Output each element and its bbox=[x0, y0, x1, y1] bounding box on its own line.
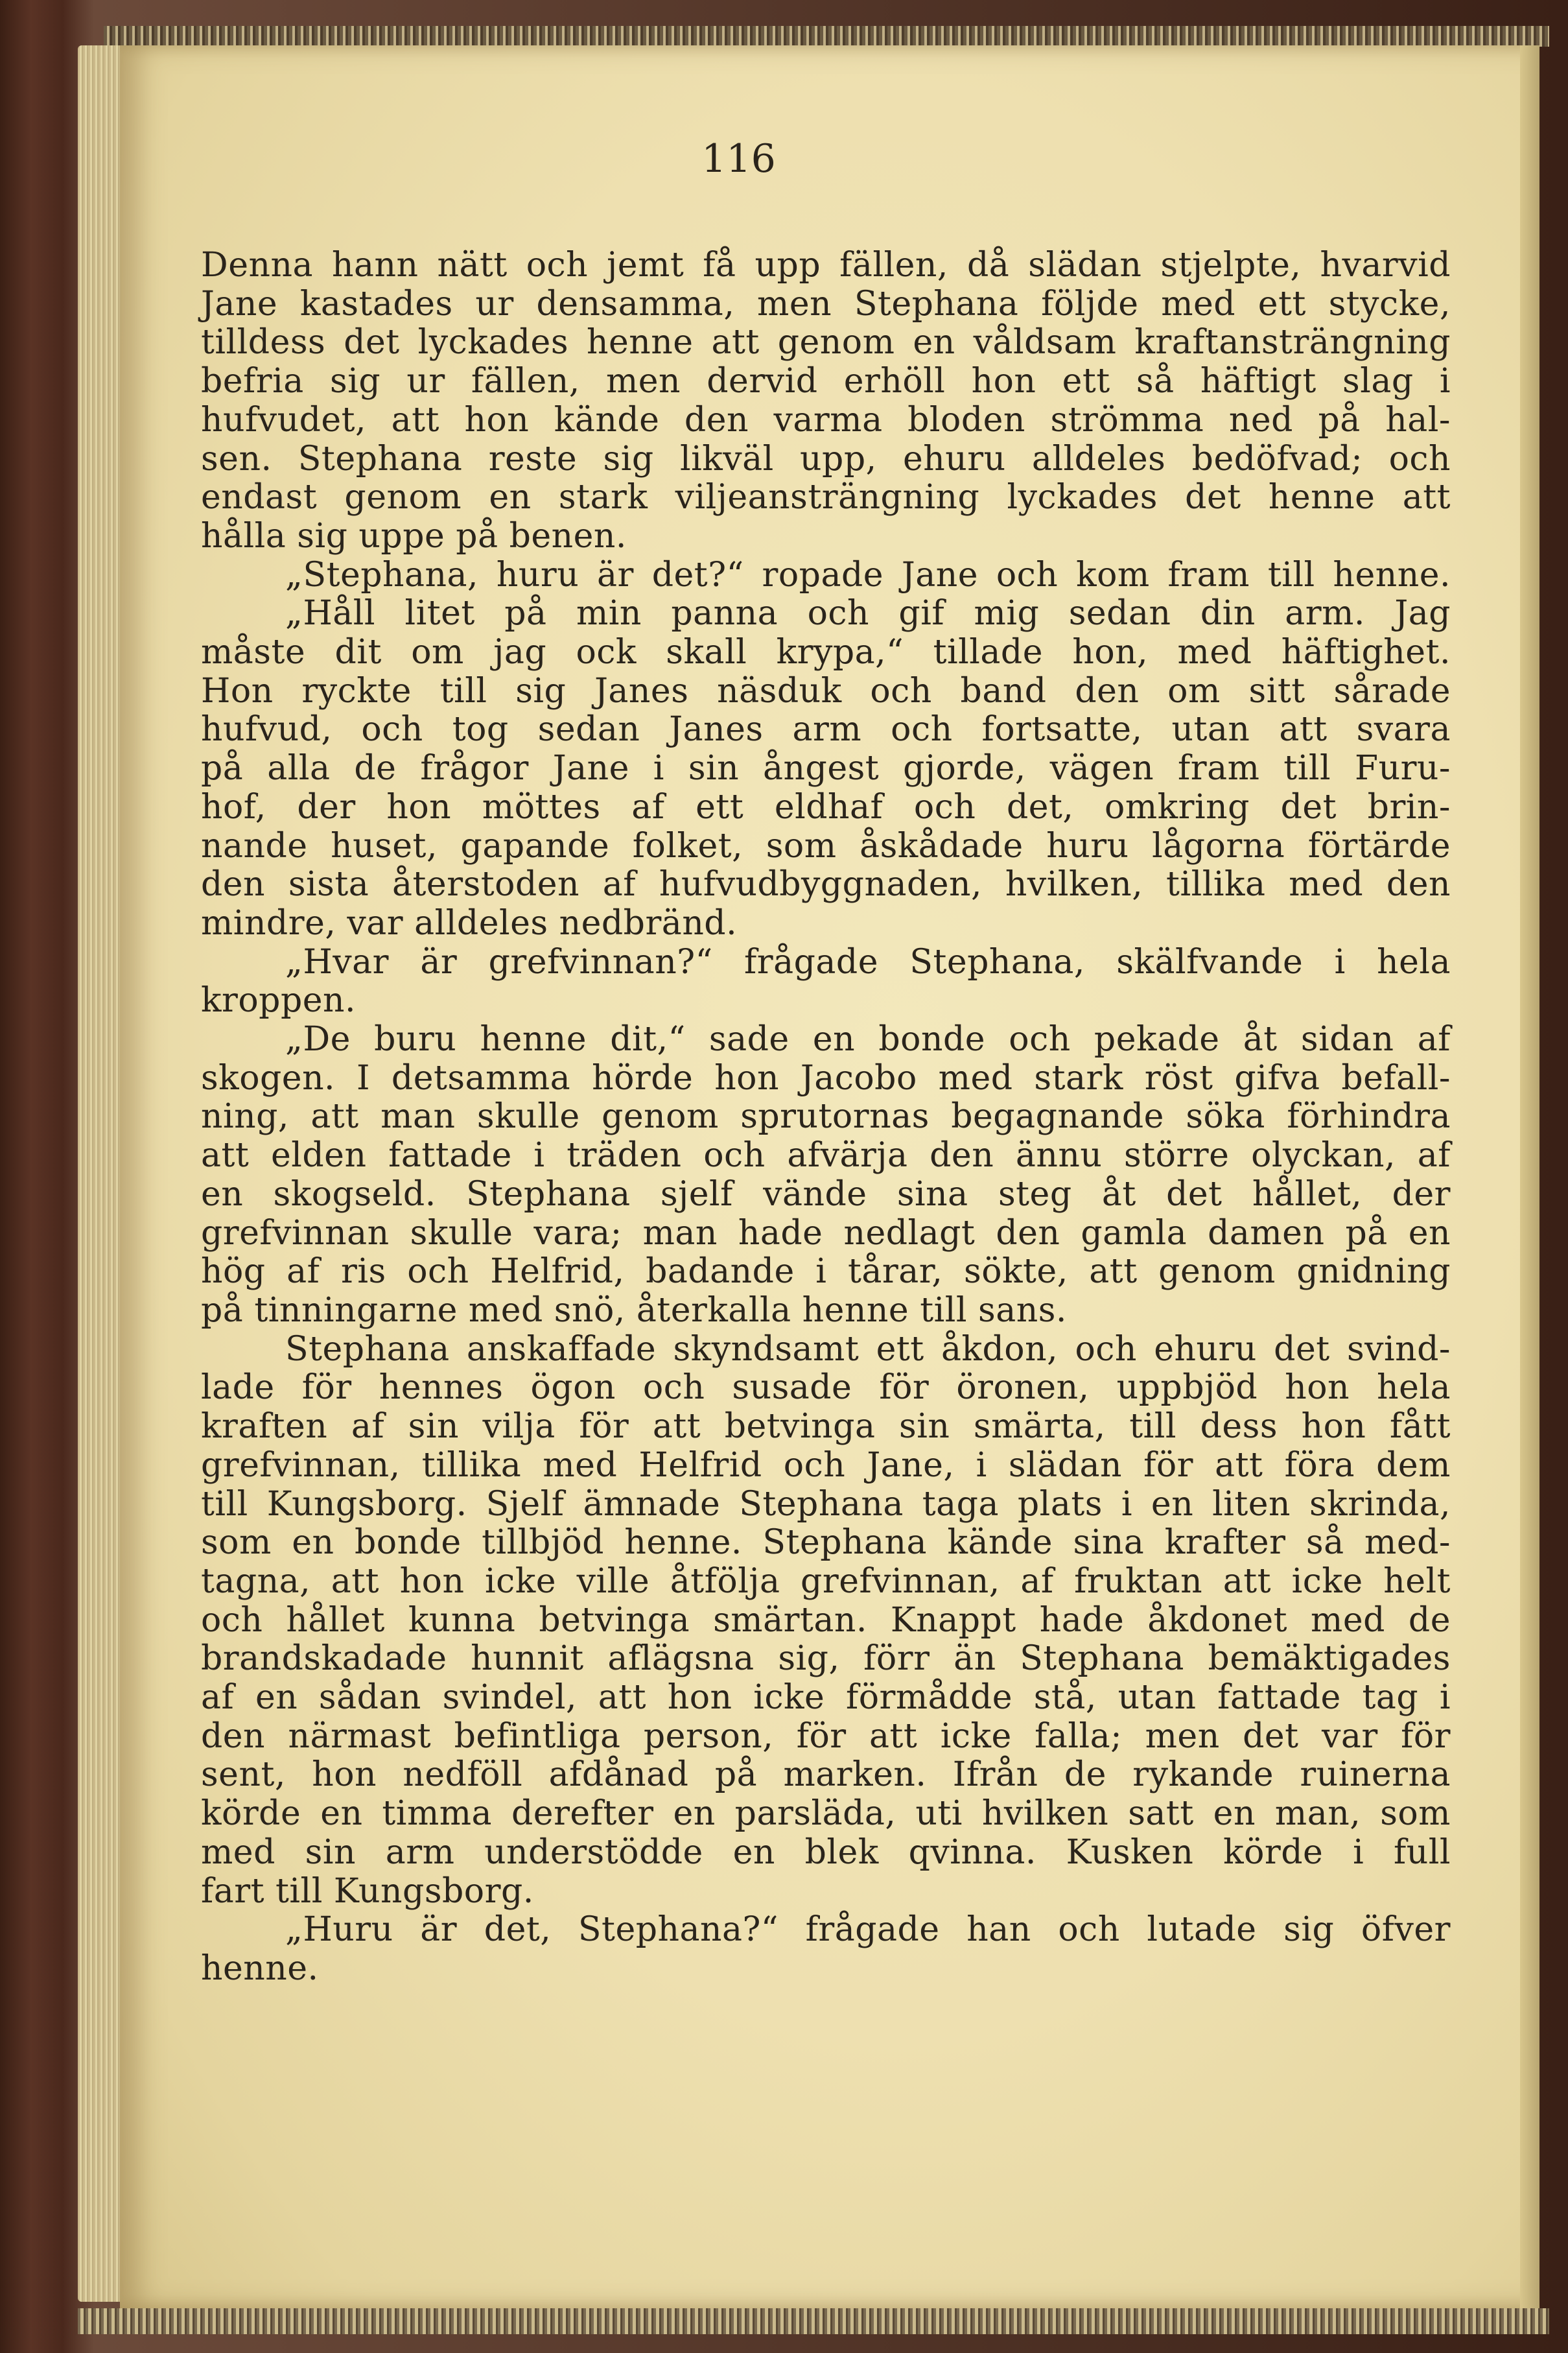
text-line: den sista återstoden af hufvudbyggnaden, hvilken, tillika med den bbox=[201, 865, 1451, 905]
text-line: Denna hann nätt och jemt få upp fällen, då slädan stjelpte, hvarvid bbox=[201, 246, 1451, 285]
text-line: hof, der hon möttes af ett eldhaf och det, omkring det brin- bbox=[201, 787, 1451, 827]
text-line: tilldess det lyckades henne att genom en våldsam kraftansträngning bbox=[201, 323, 1451, 362]
text-line: kroppen. bbox=[201, 981, 357, 1021]
text-line: hög af ris och Helfrid, badande i tårar, sökte, att genom gnidning bbox=[201, 1252, 1451, 1292]
text-line: grefvinnan, tillika med Helfrid och Jane, i slädan för att föra dem bbox=[201, 1445, 1451, 1485]
page-stack-left bbox=[78, 45, 123, 2302]
text-line: Stephana anskaffade skyndsamt ett åkdon, och ehuru det svind- bbox=[285, 1329, 1451, 1369]
text-line: endast genom en stark viljeansträngning lyckades det henne att bbox=[201, 478, 1451, 517]
text-line: på alla de frågor Jane i sin ångest gjorde, vägen fram till Furu- bbox=[201, 749, 1451, 788]
text-line: „De buru henne dit,“ sade en bonde och pekade åt sidan af bbox=[285, 1020, 1451, 1059]
text-line: att elden fattade i träden och afvärja den ännu större olyckan, af bbox=[201, 1136, 1451, 1176]
page-edges-bottom bbox=[78, 2308, 1549, 2334]
text-line: af en sådan svindel, att hon icke förmådde stå, utan fattade tag i bbox=[201, 1678, 1451, 1718]
text-line: hufvud, och tog sedan Janes arm och fortsatte, utan att svara bbox=[201, 710, 1451, 750]
text-line: och hållet kunna betvinga smärtan. Knappt hade åkdonet med de bbox=[201, 1600, 1451, 1640]
text-line: måste dit om jag ock skall krypa,“ tillade hon, med häftighet. bbox=[201, 633, 1451, 672]
text-line: „Stephana, huru är det?“ ropade Jane och kom fram till henne. bbox=[285, 555, 1451, 595]
body-text bbox=[201, 246, 1451, 1989]
text-line: en skogseld. Stephana sjelf vände sina steg åt det hållet, der bbox=[201, 1174, 1451, 1214]
page-gutter bbox=[1520, 45, 1539, 2308]
text-line: „Huru är det, Stephana?“ frågade han och lutade sig öfver bbox=[285, 1910, 1451, 1950]
text-line: „Håll litet på min panna och gif mig sedan din arm. Jag bbox=[285, 594, 1451, 633]
text-line: grefvinnan skulle vara; man hade nedlagt den gamla damen på en bbox=[201, 1213, 1451, 1253]
text-line: mindre, var alldeles nedbränd. bbox=[201, 903, 738, 943]
text-line: tagna, att hon icke ville åtfölja grefvinnan, af fruktan att icke helt bbox=[201, 1561, 1451, 1601]
text-line: till Kungsborg. Sjelf ämnade Stephana taga plats i en liten skrinda, bbox=[201, 1484, 1451, 1524]
text-line: på tinningarne med snö, återkalla henne till sans. bbox=[201, 1290, 1067, 1330]
text-line: befria sig ur fällen, men dervid erhöll hon ett så häftigt slag i bbox=[201, 362, 1451, 401]
text-line: Jane kastades ur densamma, men Stephana följde med ett stycke, bbox=[201, 284, 1451, 324]
text-line: körde en timma derefter en parsläda, uti hvilken satt en man, som bbox=[201, 1794, 1451, 1834]
text-line: Hon ryckte till sig Janes näsduk och band den om sitt sårade bbox=[201, 671, 1451, 711]
text-line: henne. bbox=[201, 1948, 319, 1988]
text-line: den närmast befintliga person, för att icke falla; men det var för bbox=[201, 1716, 1451, 1756]
text-line: fart till Kungsborg. bbox=[201, 1871, 534, 1911]
text-line: lade för hennes ögon och susade för öronen, uppbjöd hon hela bbox=[201, 1368, 1451, 1408]
text-line: sen. Stephana reste sig likväl upp, ehuru alldeles bedöfvad; och bbox=[201, 439, 1451, 479]
text-line: kraften af sin vilja för att betvinga sin smärta, till dess hon fått bbox=[201, 1407, 1451, 1447]
text-line: som en bonde tillbjöd henne. Stephana kände sina krafter så med- bbox=[201, 1523, 1451, 1563]
text-line: sent, hon nedföll afdånad på marken. Ifrån de rykande ruinerna bbox=[201, 1755, 1451, 1795]
page-number: 116 bbox=[701, 136, 776, 182]
page-edges-top bbox=[104, 26, 1549, 47]
text-line: med sin arm understödde en blek qvinna. Kusken körde i full bbox=[201, 1832, 1451, 1872]
text-line: nande huset, gapande folket, som åskådade huru lågorna förtärde bbox=[201, 826, 1451, 866]
text-line: brandskadade hunnit aflägsna sig, förr än Stephana bemäktigades bbox=[201, 1639, 1451, 1679]
text-line: hålla sig uppe på benen. bbox=[201, 516, 627, 556]
text-line: „Hvar är grefvinnan?“ frågade Stephana, skälfvande i hela bbox=[285, 942, 1451, 982]
text-line: skogen. I detsamma hörde hon Jacobo med stark röst gifva befall- bbox=[201, 1058, 1451, 1098]
text-line: hufvudet, att hon kände den varma bloden strömma ned på hal- bbox=[201, 400, 1451, 440]
text-line: ning, att man skulle genom sprutornas begagnande söka förhindra bbox=[201, 1097, 1451, 1137]
